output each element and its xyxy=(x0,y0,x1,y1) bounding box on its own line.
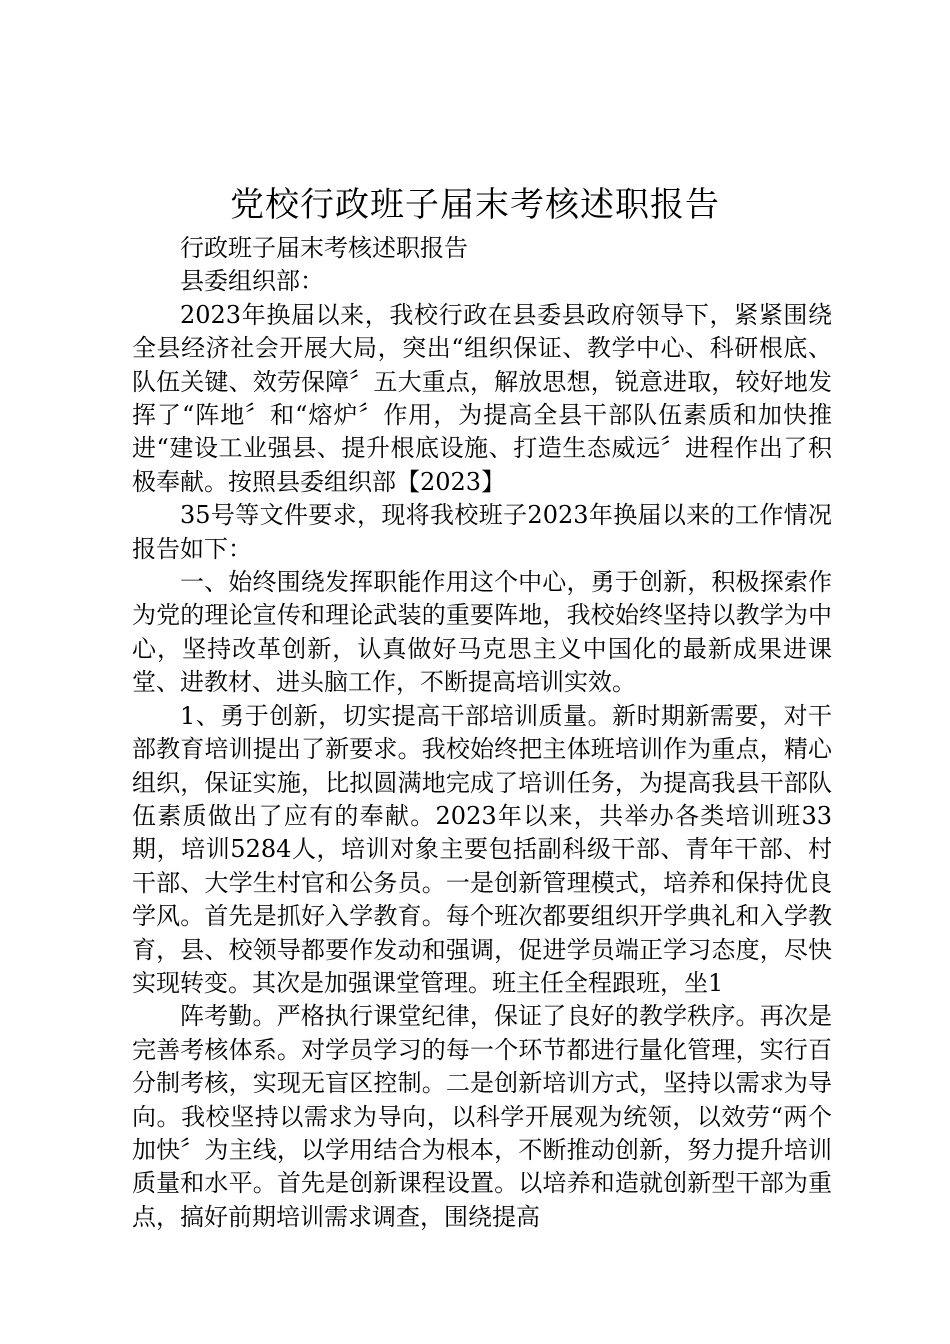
subtitle-paragraph: 行政班子届末考核述职报告 xyxy=(180,234,468,262)
intro-paragraph: 2023年换届以来，我校行政在县委县政府领导下，紧紧围绕全县经济社会开展大局，突出“组织保证、教学中心、科研根底、队伍关键、效劳保障〞五大重点，解放思想，锐意进取，较好地发挥了“阵地〞和“熔炉〞作用，为提高全县干部队伍素质和加快推进“建设工业强县、提升根底设施、打造生态威远〞进程作出了积极奉献。按照县委组织部【2023】 xyxy=(132,300,832,496)
continuation-paragraph: 阵考勤。严格执行课堂纪律，保证了良好的教学秩序。再次是完善考核体系。对学员学习的每一个环节都进行量化管理，实行百分制考核，实现无盲区控制。二是创新培训方式，坚持以需求为导向。我校坚持以需求为导向，以科学开展观为统领，以效劳“两个加快〞为主线，以学用结合为根本，不断推动创新，努力提升培训质量和水平。首先是创新课程设置。以培养和造就创新型干部为重点，搞好前期培训需求调查，围绕提高 xyxy=(132,1002,832,1231)
addressee-paragraph: 县委组织部： xyxy=(180,267,324,296)
item-one-paragraph: 1、勇于创新，切实提高干部培训质量。新时期新需要，对干部教育培训提出了新要求。我校始终把主体班培训作为重点，精心组织，保证实施，比拟圆满地完成了培训任务，为提高我县干部队伍素质做出了应有的奉献。2023年以来，共举办各类培训班33期，培训5284人，培训对象主要包括副科级干部、青年干部、村干部、大学生村官和公务员。一是创新管理模式，培养和保持优良学风。首先是抓好入学教育。每个班次都要组织开学典礼和入学教育，县、校领导都要作发动和强调，促进学员端正学习态度，尽快实现转变。其次是加强课堂管理。班主任全程跟班，坐1 xyxy=(132,701,832,997)
section-one-paragraph: 一、始终围绕发挥职能作用这个中心，勇于创新，积极探索作为党的理论宣传和理论武装的重要阵地，我校始终坚持以教学为中心，坚持改革创新，认真做好马克思主义中国化的最新成果进课堂、进教材、进头脑工作，不断提高培训实效。 xyxy=(132,568,832,697)
document-title: 党校行政班子届末考核述职报告 xyxy=(230,185,720,225)
document-body xyxy=(132,232,832,1234)
report-scope-paragraph: 35号等文件要求，现将我校班子2023年换届以来的工作情况报告如下： xyxy=(132,501,832,563)
